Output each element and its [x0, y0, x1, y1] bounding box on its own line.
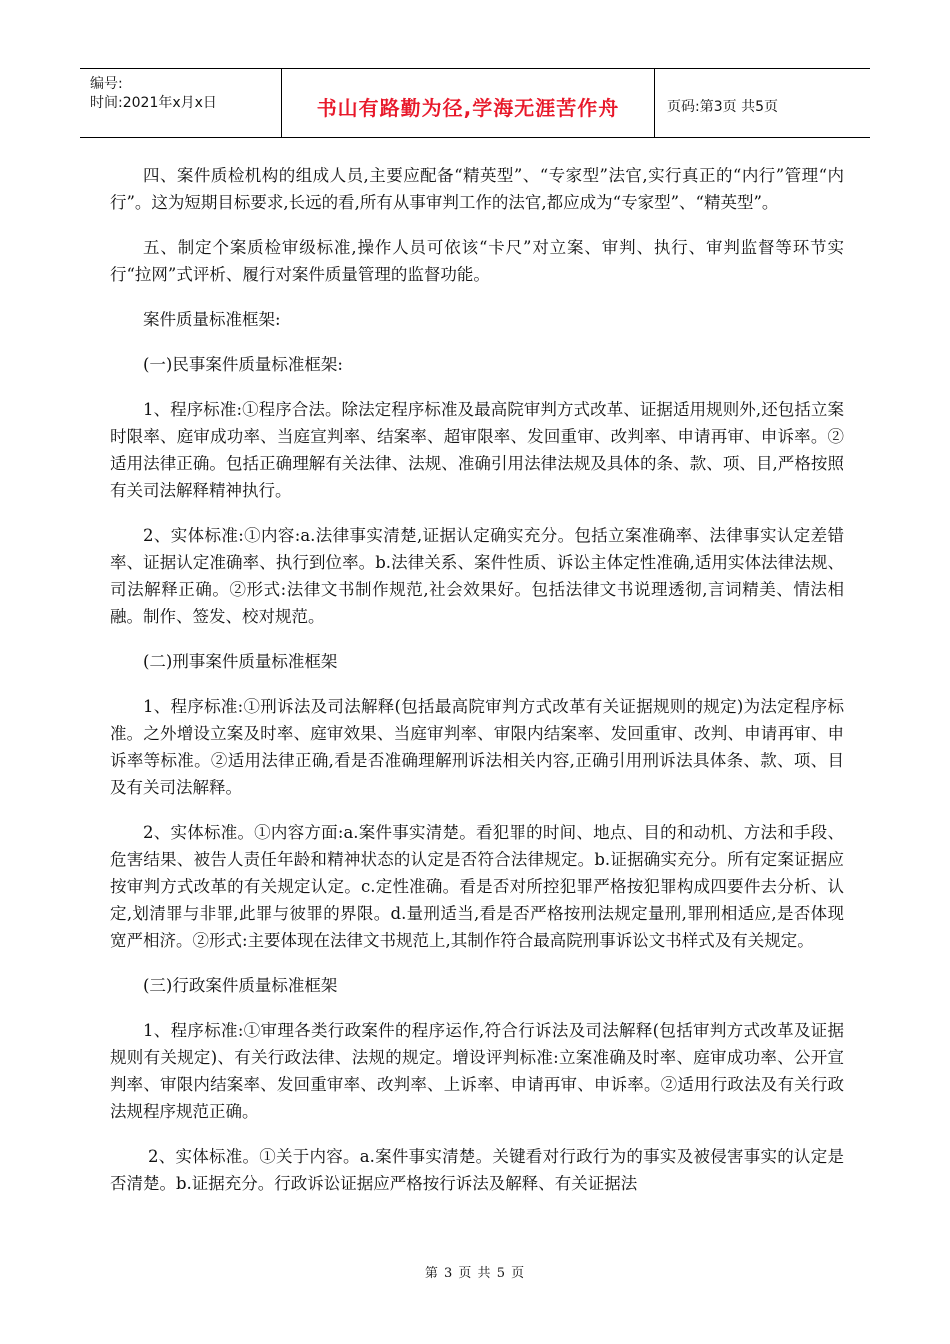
- section-heading: 案件质量标准框架:: [143, 310, 281, 329]
- date-label: 时间:2021年x月x日: [90, 95, 217, 111]
- document-body: [110, 162, 844, 1215]
- page-footer: 第 3 页 共 5 页: [424, 1266, 526, 1281]
- section-heading: (二)刑事案件质量标准框架: [143, 652, 338, 671]
- paragraph: 1、程序标准:①刑诉法及司法解释(包括最高院审判方式改革有关证据规则的规定)为法定程序标准。之外增设立案及时率、庭审效果、当庭审判率、审限内结案率、发回重审、改判、申请再审、申诉率等标准。②适用法律正确,看是否准确理解刑诉法相关内容,正确引用刑诉法具体条、款、项、目及有关司法解释。: [110, 697, 844, 797]
- paragraph: 2、实体标准:①内容:a.法律事实清楚,证据认定确实充分。包括立案准确率、法律事实认定差错率、证据认定准确率、执行到位率。b.法律关系、案件性质、诉讼主体定性准确,适用实体法律法规、司法解释正确。②形式:法律文书制作规范,社会效果好。包括法律文书说理透彻,言词精美、情法相融。制作、签发、校对规范。: [110, 526, 844, 626]
- paragraph: 1、程序标准:①审理各类行政案件的程序运作,符合行诉法及司法解释(包括审判方式改革及证据规则有关规定)、有关行政法律、法规的规定。增设评判标准:立案准确及时率、庭审成功率、公开宣判率、审限内结案率、发回重审率、改判率、上诉率、申请再审、申诉率。②适用行政法及有关行政法规程序规范正确。: [110, 1021, 844, 1121]
- section-heading: (一)民事案件质量标准框架:: [143, 355, 343, 374]
- header-page-label: 页码:第3页 共5页: [667, 99, 778, 115]
- paragraph: 五、制定个案质检审级标准,操作人员可依该“卡尺”对立案、审判、执行、审判监督等环节实行“拉网”式评析、履行对案件质量管理的监督功能。: [110, 238, 844, 284]
- paragraph: 1、程序标准:①程序合法。除法定程序标准及最高院审判方式改革、证据适用规则外,还包括立案时限率、庭审成功率、当庭宣判率、结案率、超审限率、发回重审、改判率、申请再审、申诉率。②适用法律正确。包括正确理解有关法律、法规、准确引用法律法规及具体的条、款、项、目,严格按照有关司法解释精神执行。: [110, 400, 844, 500]
- paragraph: 四、案件质检机构的组成人员,主要应配备“精英型”、“专家型”法官,实行真正的“内行”管理“内行”。这为短期目标要求,长远的看,所有从事审判工作的法官,都应成为“专家型”、“精英型”。: [110, 166, 844, 212]
- paragraph: 2、实体标准。①内容方面:a.案件事实清楚。看犯罪的时间、地点、目的和动机、方法和手段、危害结果、被告人责任年龄和精神状态的认定是否符合法律规定。b.证据确实充分。所有定案证据应按审判方式改革的有关规定认定。c.定性准确。看是否对所控犯罪严格按犯罪构成四要件去分析、认定,划清罪与非罪,此罪与彼罪的界限。d.量刑适当,看是否严格按刑法规定量刑,罪刑相适应,是否体现宽严相济。②形式:主要体现在法律文书规范上,其制作符合最高院刑事诉讼文书样式及有关规定。: [110, 823, 844, 950]
- document-header: [80, 68, 870, 138]
- section-heading: (三)行政案件质量标准框架: [143, 976, 338, 995]
- number-label: 编号:: [90, 76, 123, 92]
- header-motto: 书山有路勤为径,学海无涯苦作舟: [282, 69, 655, 137]
- header-meta: [80, 69, 282, 137]
- paragraph: 2、实体标准。①关于内容。a.案件事实清楚。关键看对行政行为的事实及被侵害事实的认定是否清楚。b.证据充分。行政诉讼证据应严格按行诉法及解释、有关证据法: [110, 1147, 844, 1193]
